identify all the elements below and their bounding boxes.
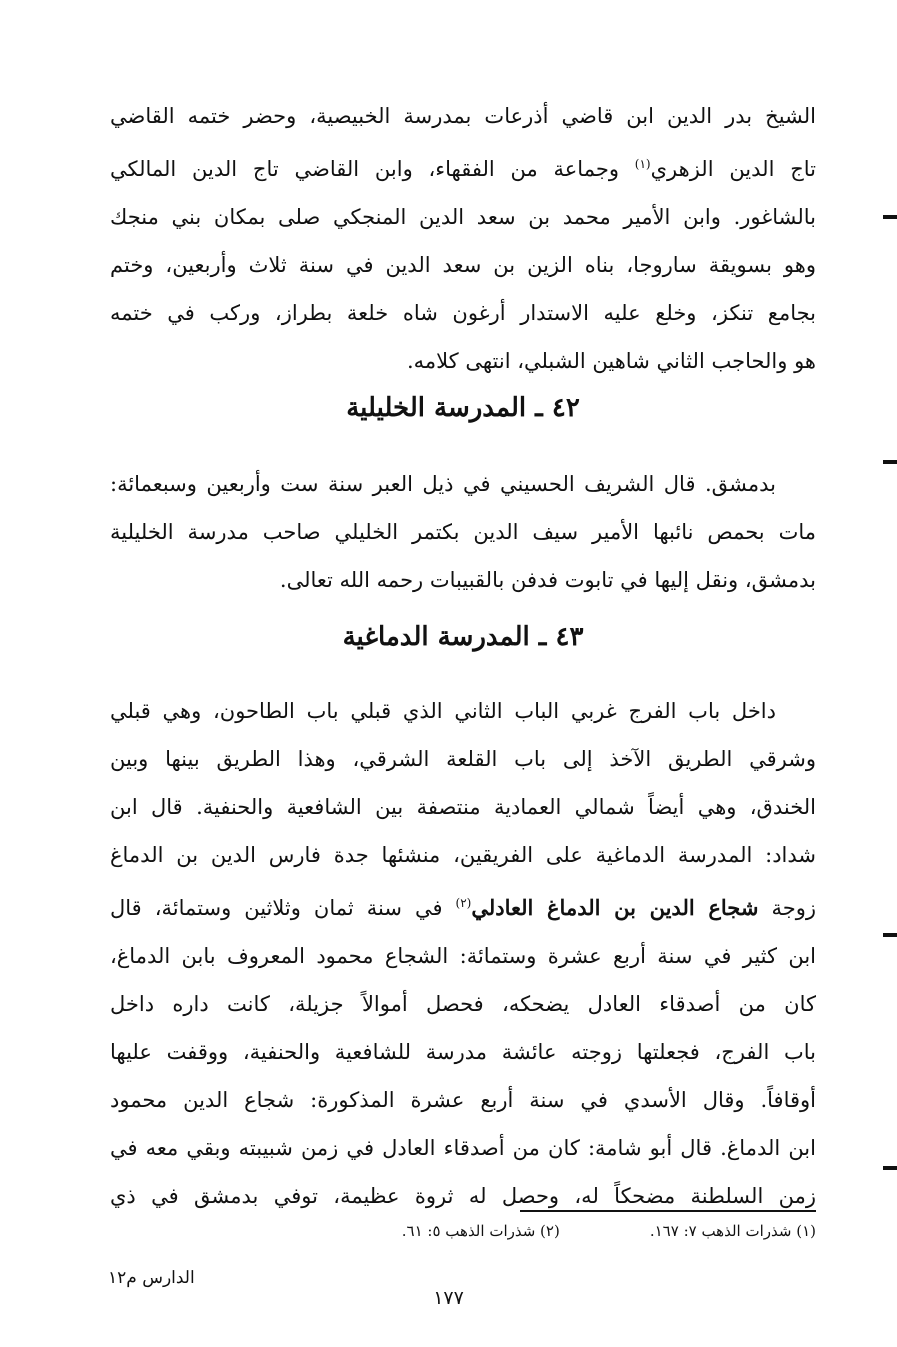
margin-mark (883, 933, 897, 937)
text-line: الخندق، وهي أيضاً شمالي العمادية منتصفة بين الشافعية والحنفية. قال ابن (110, 795, 816, 819)
text-line (110, 140, 816, 193)
text-segment: تاج الدين الزهري (650, 157, 816, 181)
footnotes (110, 1222, 816, 1240)
text-line: وشرقي الطريق الآخذ إلى باب القلعة الشرقي، وهذا الطريق بينها وبين (110, 747, 816, 771)
footnote-1: (١) شذرات الذهب ٧: ١٦٧. (649, 1222, 816, 1240)
margin-mark (883, 1166, 897, 1170)
text-line: باب الفرج، فجعلتها زوجته عائشة مدرسة للشافعية والحنفية، ووقفت عليها (110, 1040, 816, 1064)
text-line: بجامع تنكز، وخلع عليه الاستدار أرغون شاه خلعة بطراز، وركب في ختمه (110, 301, 816, 325)
footnote-2: (٢) شذرات الذهب ٥: ٦١. (401, 1222, 560, 1240)
text-line (110, 879, 816, 932)
text-segment: في سنة ثمان وثلاثين وستمائة، قال (110, 896, 443, 920)
footnote-divider (520, 1210, 816, 1212)
footnote-ref: (٢) (455, 896, 472, 910)
page-number: ١٧٧ (433, 1287, 464, 1309)
paragraph-3 (110, 687, 816, 1220)
margin-mark (883, 460, 897, 464)
text-line: شداد: المدرسة الدماغية على الفريقين، منشئها جدة فارس الدين بن الدماغ (110, 843, 816, 867)
text-line: كان من أصدقاء العادل يضحكه، فحصل أموالاً جزيلة، كانت داره داخل (110, 992, 816, 1016)
footnote-ref: (١) (634, 157, 651, 171)
text-line: الشيخ بدر الدين ابن قاضي أذرعات بمدرسة الخبيصية، وحضر ختمه القاضي (110, 104, 816, 128)
text-line: ابن الدماغ. قال أبو شامة: كان من أصدقاء العادل في زمن شبيبته وبقي معه في (110, 1136, 816, 1160)
paragraph-2 (110, 460, 816, 604)
section-heading: ٤٣ ـ المدرسة الدماغية (342, 622, 584, 652)
text-line: وهو بسويقة ساروجا، بناه الزين بن سعد الدين في سنة ثلاث وأربعين، وختم (110, 253, 816, 277)
text-line: مات بحمص نائبها الأمير سيف الدين بكتمر الخليلي صاحب مدرسة الخليلية (110, 520, 816, 544)
text-line: بدمشق، ونقل إليها في تابوت فدفن بالقبيبات رحمه الله تعالى. (279, 568, 816, 592)
margin-mark (883, 215, 897, 219)
text-line: بالشاغور. وابن الأمير محمد بن سعد الدين المنجكي صلى بمكان بني منجك (110, 205, 816, 229)
paragraph-1 (110, 92, 816, 385)
text-line: أوقافاً. وقال الأسدي في سنة أربع عشرة المذكورة: شجاع الدين محمود (110, 1088, 816, 1112)
text-segment: وجماعة من الفقهاء، وابن القاضي تاج الدين المالكي (110, 157, 619, 181)
text-line: بدمشق. قال الشريف الحسيني في ذيل العبر سنة ست وأربعين وسبعمائة: (110, 472, 776, 496)
text-segment: زوجة (771, 896, 816, 920)
text-line: هو والحاجب الثاني شاهين الشبلي، انتهى كلامه. (406, 349, 816, 373)
text-line: داخل باب الفرج غربي الباب الثاني الذي قبلي باب الطاحون، وهي قبلي (110, 699, 776, 723)
text-line: ابن كثير في سنة أربع عشرة وستمائة: الشجاع محمود المعروف بابن الدماغ، (110, 944, 816, 968)
signature-mark: الدارس م١٢ (108, 1268, 195, 1288)
section-heading: ٤٢ ـ المدرسة الخليلية (346, 393, 580, 423)
bold-name: شجاع الدين بن الدماغ العادلي (471, 895, 759, 920)
text-line: زمن السلطنة مضحكاً له، وحصل له ثروة عظيمة، توفي بدمشق في ذي (110, 1184, 816, 1208)
